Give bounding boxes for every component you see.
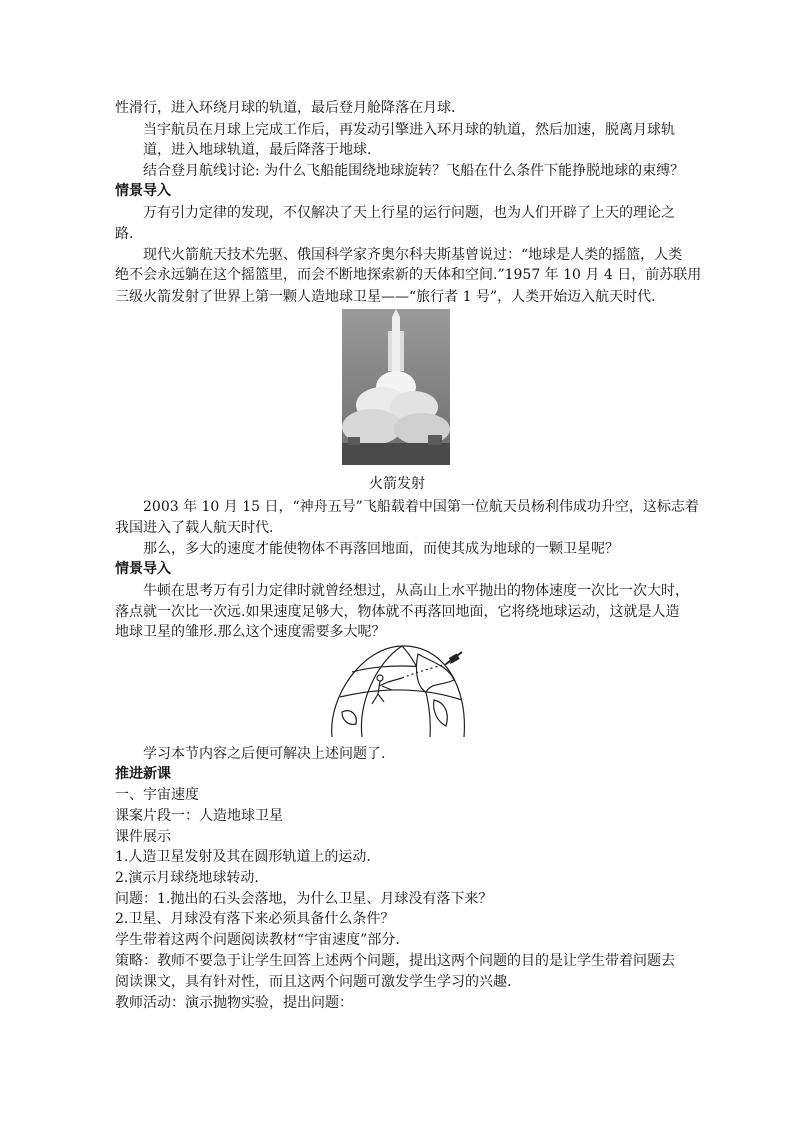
paragraph-line: 绝不会永远躺在这个摇篮里，而会不断地探索新的天体和空间.”1957 年 10 月 4 日，前苏联用 <box>115 267 702 283</box>
rocket-launch-photo <box>342 309 450 465</box>
paragraph-line: 结合登月航线讨论: 为什么飞船能围绕地球旋转？飞船在什么条件下能挣脱地球的束缚？ <box>143 163 685 179</box>
paragraph-line: 现代火箭航天技术先驱、俄国科学家齐奥尔科夫斯基曾说过：“地球是人类的摇篮，人类 <box>143 247 683 263</box>
paragraph-line: 问题：1.抛出的石头会落地，为什么卫星、月球没有落下来？ <box>115 891 493 907</box>
section-heading: 推进新课 <box>115 766 171 782</box>
newton-cannon-globe-illustration <box>322 642 472 737</box>
photo-caption: 火箭发射 <box>369 476 425 492</box>
paragraph-line: 道，进入地球轨道，最后降落于地球. <box>143 142 372 158</box>
paragraph-line: 一、宇宙速度 <box>115 787 199 803</box>
paragraph-line: 2.卫星、月球没有落下来必须具备什么条件？ <box>115 911 395 927</box>
paragraph-line: 当宇航员在月球上完成工作后，再发动引擎进入环月球的轨道，然后加速，脱离月球轨 <box>143 122 675 138</box>
paragraph-line: 三级火箭发射了世界上第一颗人造地球卫星——“旅行者 1 号”，人类开始迈入航天时代. <box>115 289 656 305</box>
paragraph-line: 策略：教师不要急于让学生回答上述两个问题，提出这两个问题的目的是让学生带着问题去 <box>115 953 675 969</box>
paragraph-line: 教师活动：演示抛物实验，提出问题： <box>115 995 353 1011</box>
list-item: 2.演示月球绕地球转动. <box>115 870 259 886</box>
section-heading: 情景导入 <box>115 561 171 577</box>
paragraph-line: 学习本节内容之后便可解决上述问题了. <box>143 746 386 762</box>
paragraph-line: 性滑行，进入环绕月球的轨道，最后登月舱降落在月球. <box>115 100 456 116</box>
paragraph-line: 阅读课文，具有针对性，而且这两个问题可激发学生学习的兴趣. <box>115 974 512 990</box>
paragraph-line: 万有引力定律的发现，不仅解决了天上行星的运行问题，也为人们开辟了上天的理论之 <box>143 205 675 221</box>
paragraph-line: 课案片段一：人造地球卫星 <box>115 808 283 824</box>
section-heading: 情景导入 <box>115 183 171 199</box>
list-item: 1.人造卫星发射及其在圆形轨道上的运动. <box>115 849 371 865</box>
paragraph-line: 路. <box>115 226 134 242</box>
paragraph-line: 我国进入了载人航天时代. <box>115 520 274 536</box>
paragraph-line: 那么，多大的速度才能使物体不再落回地面，而使其成为地球的一颗卫星呢？ <box>143 541 619 557</box>
paragraph-line: 落点就一次比一次远.如果速度足够大，物体就不再落回地面，它将绕地球运动，这就是人造 <box>115 604 680 620</box>
paragraph-line: 2003 年 10 月 15 日，“神舟五号”飞船载着中国第一位航天员杨利伟成功升空，这标志着 <box>143 499 699 515</box>
paragraph-line: 牛顿在思考万有引力定律时就曾经想过，从高山上水平抛出的物体速度一次比一次大时， <box>143 583 689 599</box>
paragraph-line: 地球卫星的雏形.那么这个速度需要多大呢？ <box>115 624 386 640</box>
paragraph-line: 学生带着这两个问题阅读教材“宇宙速度”部分. <box>115 932 400 948</box>
paragraph-line: 课件展示 <box>115 829 171 845</box>
